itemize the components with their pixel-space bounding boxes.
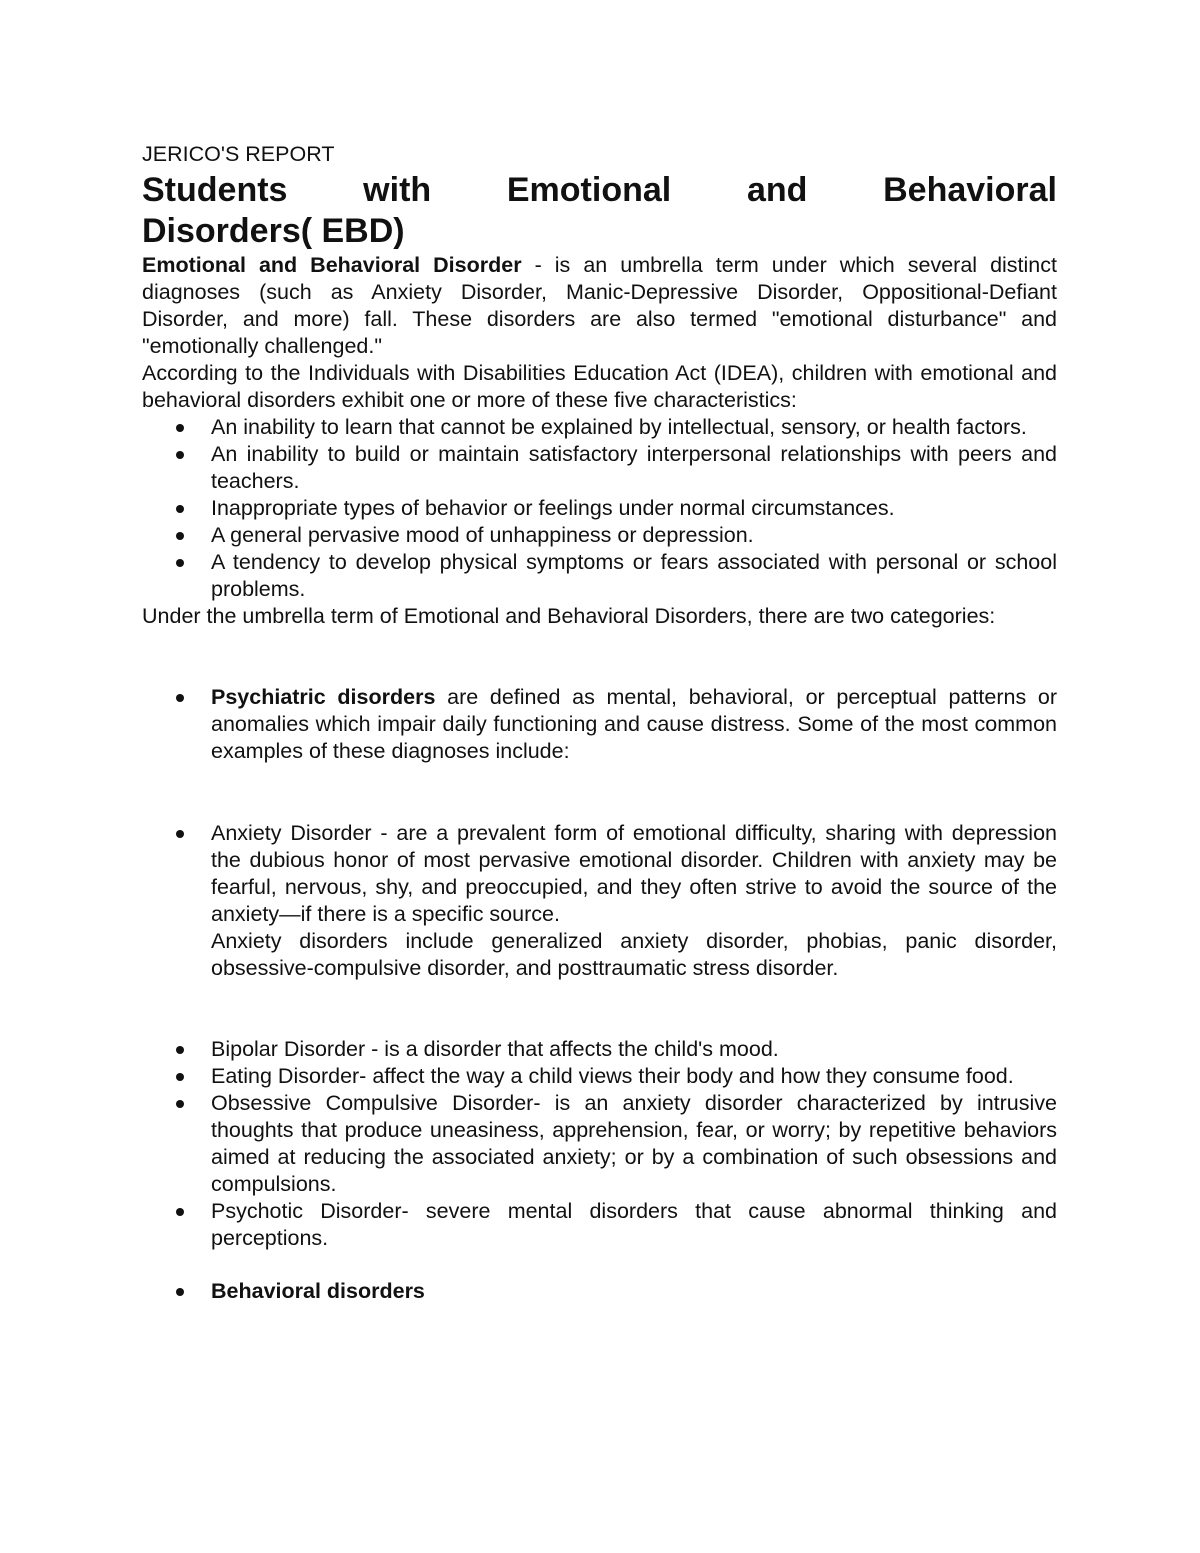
list-item-anxiety xyxy=(142,820,1057,982)
report-label: JERICO'S REPORT xyxy=(142,142,335,166)
blank-space xyxy=(142,630,1057,684)
list-item: Psychotic Disorder- severe mental disorders that cause abnormal thinking and perceptions. xyxy=(142,1198,1057,1252)
behavioral-list xyxy=(142,1278,1057,1305)
list-item-behavioral xyxy=(142,1278,1057,1305)
psychiatric-term: Psychiatric disorders xyxy=(211,685,436,709)
title-word: and xyxy=(746,171,808,209)
psychiatric-list xyxy=(142,684,1057,765)
list-item: Bipolar Disorder - is a disorder that affects the child's mood. xyxy=(142,1036,1057,1063)
list-item: A general pervasive mood of unhappiness or depression. xyxy=(142,522,1057,549)
anxiety-list xyxy=(142,820,1057,982)
idea-intro-paragraph: According to the Individuals with Disabilities Education Act (IDEA), children with emotional and behavioral disorders exhibit one or more of these five characteristics: xyxy=(142,361,1057,412)
list-item: An inability to learn that cannot be explained by intellectual, sensory, or health factors. xyxy=(142,414,1057,441)
disorders-list xyxy=(142,1036,1057,1252)
definition-paragraph xyxy=(142,252,1057,360)
document-title xyxy=(142,170,1057,252)
title-word: with xyxy=(363,171,432,209)
characteristics-list xyxy=(142,414,1057,603)
title-word: Emotional xyxy=(506,171,672,209)
title-line-1 xyxy=(142,170,1057,211)
title-word: Behavioral xyxy=(883,171,1057,209)
blank-space xyxy=(142,982,1057,1036)
categories-intro-paragraph: Under the umbrella term of Emotional and Behavioral Disorders, there are two categories: xyxy=(142,604,996,628)
behavioral-term: Behavioral disorders xyxy=(211,1279,425,1303)
list-item-psychiatric xyxy=(142,684,1057,765)
definition-term: Emotional and Behavioral Disorder xyxy=(142,253,522,277)
psychiatric-text: are defined as mental, behavioral, or perceptual patterns or anomalies which impair daily functioning and cause distress. Some of the most common examples of these diagnoses include: xyxy=(211,685,1058,763)
list-item: An inability to build or maintain satisfactory interpersonal relationships with peers and teachers. xyxy=(142,441,1057,495)
anxiety-text: Anxiety Disorder - are a prevalent form of emotional difficulty, sharing with depression the dubious honor of most pervasive emotional disorder. Children with anxiety may be fearful, nervous, shy, and preoccupied, and they often strive to avoid the source of the anxiety—if there is a specific source. xyxy=(211,821,1057,926)
list-item: A tendency to develop physical symptoms or fears associated with personal or school problems. xyxy=(142,549,1057,603)
blank-space xyxy=(142,1252,1057,1278)
blank-space xyxy=(142,765,1057,820)
list-item: Inappropriate types of behavior or feelings under normal circumstances. xyxy=(142,495,1057,522)
title-word: Students xyxy=(142,171,288,209)
document-page xyxy=(142,141,1057,1305)
definition-text: - is an umbrella term under which several distinct diagnoses (such as Anxiety Disorder, Manic-Depressive Disorder, Oppositional-Defiant Disorder, and more) fall. These disorders are also termed "emotional disturbance" and "emotionally challenged." xyxy=(142,253,1057,358)
list-item: Obsessive Compulsive Disorder- is an anxiety disorder characterized by intrusive thoughts that produce uneasiness, apprehension, fear, or worry; by repetitive behaviors aimed at reducing the associated anxiety; or by a combination of such obsessions and compulsions. xyxy=(142,1090,1057,1198)
list-item: Eating Disorder- affect the way a child views their body and how they consume food. xyxy=(142,1063,1057,1090)
title-line-2: Disorders( EBD) xyxy=(142,212,405,250)
anxiety-text-2: Anxiety disorders include generalized anxiety disorder, phobias, panic disorder, obsessive-compulsive disorder, and posttraumatic stress disorder. xyxy=(211,929,1057,980)
